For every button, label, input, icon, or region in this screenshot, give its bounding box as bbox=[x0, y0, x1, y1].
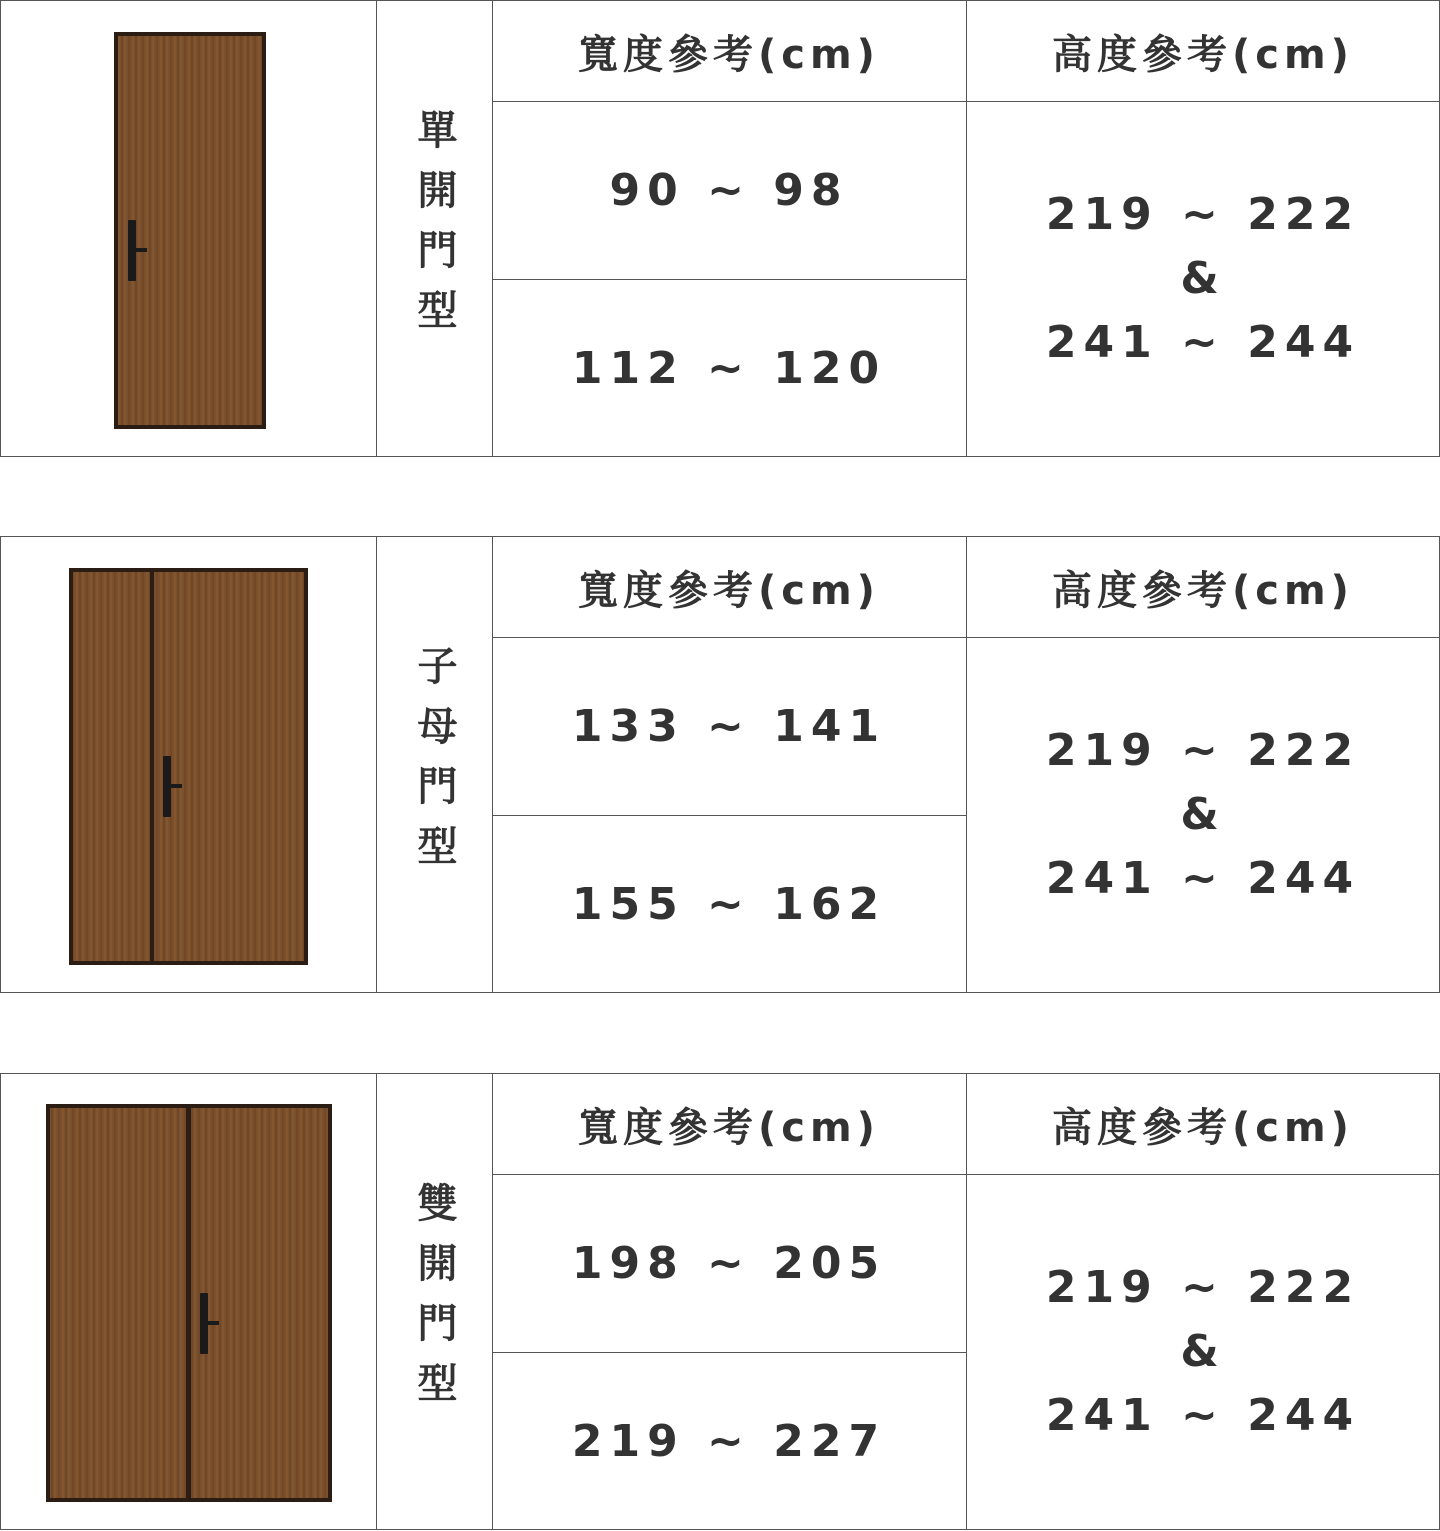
door-type-label: 子母門型 bbox=[411, 644, 457, 885]
width-range-2: 155 ~ 162 bbox=[571, 878, 887, 930]
height-range-1: 219 ~ 222 bbox=[1045, 189, 1361, 240]
door-type-cell bbox=[376, 1, 492, 456]
width-header: 寬度參考(cm) bbox=[578, 567, 880, 614]
door-type-table-mother-son bbox=[0, 536, 1440, 993]
door-type-cell bbox=[376, 1074, 492, 1529]
height-range-2: 241 ~ 244 bbox=[1045, 317, 1361, 368]
ampersand: & bbox=[1180, 1326, 1226, 1377]
height-range bbox=[966, 637, 1440, 993]
height-range-2: 241 ~ 244 bbox=[1045, 853, 1361, 904]
width-header: 寬度參考(cm) bbox=[578, 1104, 880, 1151]
double-door-icon bbox=[1, 1074, 376, 1529]
door-type-table-single bbox=[0, 0, 1440, 457]
single-door-icon bbox=[1, 1, 376, 456]
height-range bbox=[966, 1174, 1440, 1530]
width-range-1: 90 ~ 98 bbox=[609, 164, 849, 216]
door-type-cell bbox=[376, 537, 492, 992]
height-range-1: 219 ~ 222 bbox=[1045, 725, 1361, 776]
width-range-2: 219 ~ 227 bbox=[571, 1415, 887, 1467]
height-header: 高度參考(cm) bbox=[1052, 567, 1354, 614]
door-type-label: 雙開門型 bbox=[411, 1181, 457, 1422]
mother-son-door-icon bbox=[1, 537, 376, 992]
height-header: 高度參考(cm) bbox=[1052, 31, 1354, 78]
height-range-2: 241 ~ 244 bbox=[1045, 1390, 1361, 1441]
height-range bbox=[966, 101, 1440, 457]
door-type-label: 單開門型 bbox=[411, 108, 457, 349]
ampersand: & bbox=[1180, 253, 1226, 304]
width-range-2: 112 ~ 120 bbox=[571, 342, 887, 394]
width-header: 寬度參考(cm) bbox=[578, 31, 880, 78]
height-range-1: 219 ~ 222 bbox=[1045, 1262, 1361, 1313]
width-range-1: 133 ~ 141 bbox=[571, 700, 887, 752]
height-header: 高度參考(cm) bbox=[1052, 1104, 1354, 1151]
ampersand: & bbox=[1180, 789, 1226, 840]
door-type-table-double bbox=[0, 1073, 1440, 1530]
width-range-1: 198 ~ 205 bbox=[571, 1237, 887, 1289]
